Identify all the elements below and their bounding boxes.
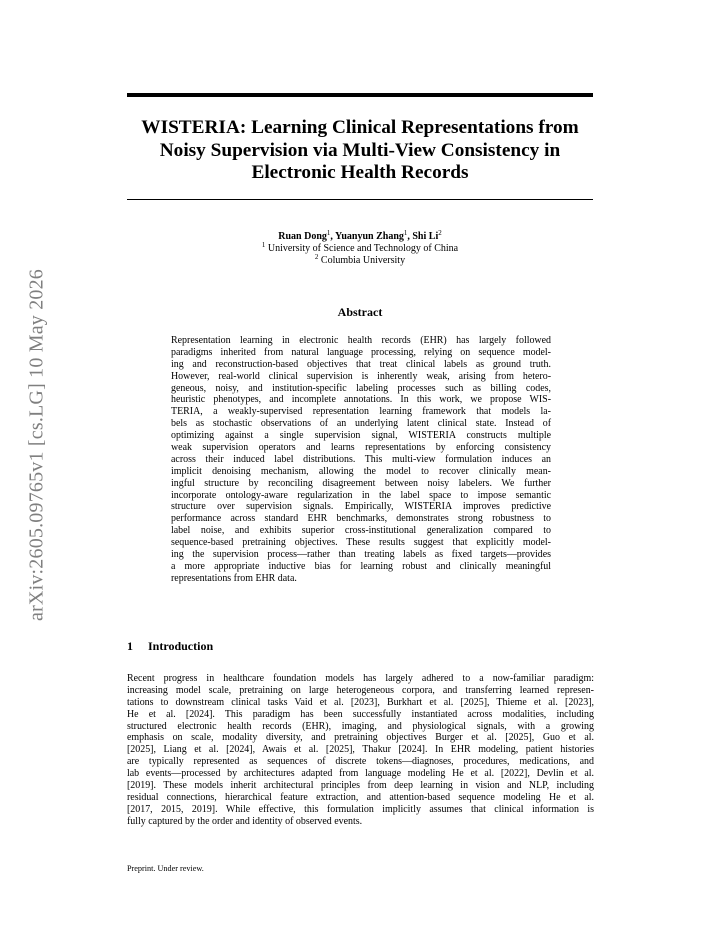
affiliation-marker: 2 xyxy=(314,253,319,261)
affiliation-line xyxy=(127,255,593,267)
abstract-line: heuristic phenotypes, and incomplete annotations. In this work, we propose WIS- xyxy=(171,394,551,406)
abstract-line: label noise, and exhibits superior cross-institutional generalization compared to xyxy=(171,525,551,537)
section-number: 1 xyxy=(127,639,133,653)
abstract-line: However, real-world clinical supervision is inherently weak, arising from hetero- xyxy=(171,370,551,382)
author-name: Yuanyun Zhang xyxy=(335,231,404,242)
abstract-line: structure over supervision signals. Empirically, WISTERIA improves predictive xyxy=(171,501,551,513)
introduction-line: [2025], Liang et al. [2024], Awais et al. [2025], Thakur [2024]. In EHR modeling, patient histories xyxy=(127,744,594,756)
abstract-heading: Abstract xyxy=(337,305,383,319)
abstract-line: implicit denoising mechanism, allowing the model to recover clinically mean- xyxy=(171,465,551,477)
abstract-line: sequence-based pretraining objectives. These results suggest that explicitly model- xyxy=(171,537,551,549)
abstract-line: optimizing against a single supervision signal, WISTERIA constructs multiple xyxy=(171,430,551,442)
preprint-footer: Preprint. Under review. xyxy=(127,864,204,873)
abstract-body xyxy=(171,335,551,585)
section-title: Introduction xyxy=(148,639,214,653)
section-heading-introduction xyxy=(127,639,213,654)
title-top-rule xyxy=(127,93,593,97)
abstract-line: across their induced label distributions. This multi-view formulation induces an xyxy=(171,453,551,465)
author-name: Ruan Dong xyxy=(278,231,327,242)
abstract-line: performance across standard EHR benchmarks, demonstrates strong robustness to xyxy=(171,513,551,525)
author-affiliation-marker: 1 xyxy=(326,229,331,237)
title-line: WISTERIA: Learning Clinical Representations from xyxy=(141,117,579,138)
abstract-line: ingful structure by reconciling disagreement between noisy labelers. We further xyxy=(171,477,551,489)
abstract-line: Representation learning in electronic health records (EHR) has largely followed xyxy=(171,335,551,346)
introduction-line: He et al. [2024]. This paradigm has been successfully instantiated across modalities, including xyxy=(127,708,594,720)
abstract-line: ing and reconstruction-based objectives that treat clinical labels as ground truth. xyxy=(171,358,551,370)
arxiv-identifier-stamp: arXiv:2605.09765v1 [cs.LG] 10 May 2026 xyxy=(25,269,48,621)
introduction-line: lab events—processed by architectures adapted from language modeling He et al. [2022], Devlin et al. xyxy=(127,768,594,780)
introduction-line: tations to downstream clinical tasks Vaid et al. [2023], Burkhart et al. [2025], Thieme et al. [2023], xyxy=(127,696,594,708)
author-separator: , xyxy=(330,231,336,242)
introduction-line: [2019]. These models inherit architectural principles from deep learning in vision and NLP, including xyxy=(127,780,594,792)
affiliation-line xyxy=(127,243,593,255)
paper-title xyxy=(127,117,593,185)
introduction-line: fully captured by the order and identity of observed events. xyxy=(127,815,363,827)
abstract-line: representations from EHR data. xyxy=(171,572,297,584)
abstract-line: a more appropriate inductive bias for learning robust and clinically meaningful xyxy=(171,560,551,572)
abstract-line: ing the supervision process—rather than treating labels as fixed targets—provides xyxy=(171,549,551,561)
introduction-body xyxy=(127,673,594,828)
author-affiliation-marker: 1 xyxy=(403,229,408,237)
title-line: Electronic Health Records xyxy=(251,162,469,183)
abstract-line: paradigms inherited from natural language processing, relying on sequence model- xyxy=(171,346,551,358)
abstract-line: incorporate ontology-aware regularization in the label space to impose semantic xyxy=(171,489,551,501)
introduction-line: are typically represented as sequences of discrete tokens—diagnoses, procedures, medications, and xyxy=(127,756,594,768)
author-affiliation-marker: 2 xyxy=(438,229,442,237)
author-block xyxy=(127,231,593,267)
introduction-line: structured electronic health records (EHR), imaging, and physiological signals, with a growing xyxy=(127,720,594,732)
affiliation-name: University of Science and Technology of China xyxy=(267,243,459,254)
introduction-line: Recent progress in healthcare foundation models has largely adhered to a now-familiar paradigm: xyxy=(127,673,594,684)
introduction-line: emphasis on scale, modality diversity, and pretraining objectives Burger et al. [2025], Guo et al. xyxy=(127,732,594,744)
affiliation-name: Columbia University xyxy=(320,255,406,266)
abstract-line: weak supervision operators and learns representations by enforcing consistency xyxy=(171,442,551,454)
abstract-line: bels as stochastic observations of an underlying latent clinical state. Instead of xyxy=(171,418,551,430)
author-list xyxy=(127,231,593,243)
affiliation-marker: 1 xyxy=(261,241,266,249)
author-name: Shi Li xyxy=(412,231,439,242)
author-separator: , xyxy=(407,231,413,242)
title-line: Noisy Supervision via Multi-View Consistency in xyxy=(159,139,561,161)
abstract-line: TERIA, a weakly-supervised representation learning framework that models la- xyxy=(171,406,551,418)
abstract-line: geneous, noisy, and institution-specific labeling processes such as billing codes, xyxy=(171,382,551,394)
introduction-line: increasing model scale, pretraining on large heterogeneous corpora, and transferring learned represen- xyxy=(127,684,594,696)
title-bottom-rule xyxy=(127,199,593,200)
introduction-line: residual connections, hierarchical feature extraction, and attention-based sequence modeling He et al. xyxy=(127,791,594,803)
introduction-line: [2017, 2015, 2019]. While effective, this formulation implicitly assumes that clinical information is xyxy=(127,803,594,815)
